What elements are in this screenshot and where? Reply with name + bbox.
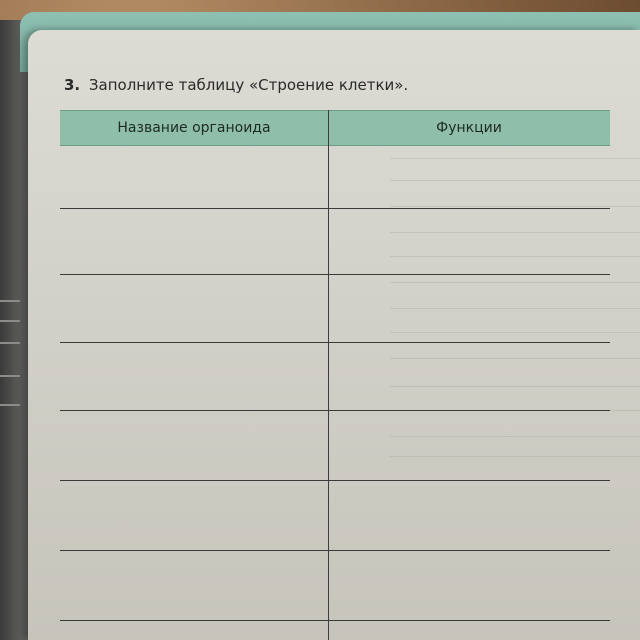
task-number: 3.: [64, 76, 81, 94]
table-row: [60, 275, 610, 342]
organoid-name-cell[interactable]: [60, 275, 328, 342]
function-cell[interactable]: [329, 551, 610, 620]
spine-mark: [0, 300, 20, 302]
spine-mark: [0, 404, 20, 406]
organoid-name-cell[interactable]: [60, 481, 328, 550]
spine-mark: [0, 320, 20, 322]
function-cell[interactable]: [329, 209, 610, 274]
organoid-name-cell[interactable]: [60, 209, 328, 274]
function-cell[interactable]: [329, 411, 610, 480]
cell-structure-table: [60, 110, 610, 640]
function-cell[interactable]: [329, 275, 610, 342]
spine-mark: [0, 342, 20, 344]
function-cell[interactable]: [329, 481, 610, 550]
table-row: [60, 551, 610, 620]
table-row: [60, 209, 610, 274]
task-heading: [64, 76, 408, 94]
table-row: [60, 481, 610, 550]
table-row: [60, 411, 610, 480]
spine-mark: [0, 375, 20, 377]
organoid-name-cell[interactable]: [60, 343, 328, 410]
table-header: [60, 110, 610, 146]
header-functions: Функции: [436, 120, 502, 136]
header-organoid-name: Название органоида: [117, 120, 271, 136]
function-cell[interactable]: [329, 343, 610, 410]
function-cell[interactable]: [329, 145, 610, 208]
organoid-name-cell[interactable]: [60, 411, 328, 480]
organoid-name-cell[interactable]: [60, 145, 328, 208]
column-divider: [328, 110, 329, 640]
task-title-text: Заполните таблицу «Строение клетки».: [88, 76, 409, 94]
table-row: [60, 145, 610, 208]
organoid-name-cell[interactable]: [60, 551, 328, 620]
row-divider: [60, 620, 610, 621]
table-row: [60, 343, 610, 410]
